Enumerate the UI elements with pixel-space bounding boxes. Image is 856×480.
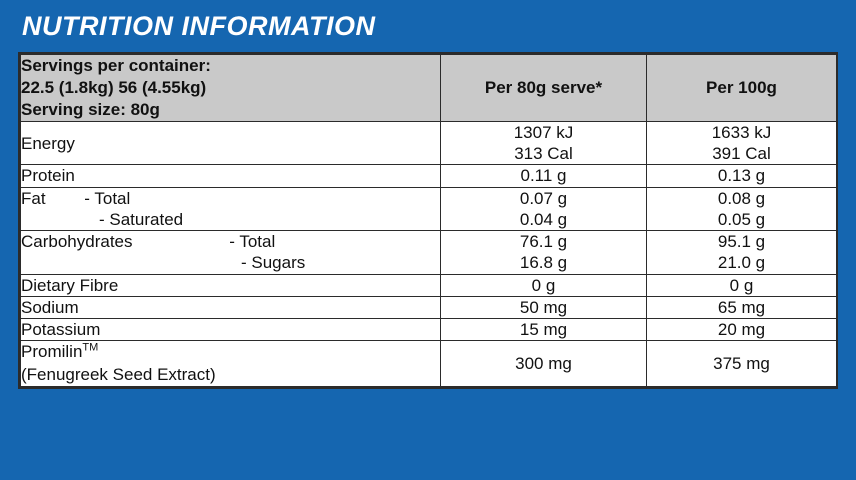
fat-total-serve: 0.07 g <box>519 188 568 208</box>
fat-total-100g: 0.08 g <box>717 188 766 208</box>
row-label-carbohydrates <box>21 231 441 275</box>
row-value-fat-per-serve <box>441 187 647 231</box>
row-value-protein-per-100g: 0.13 g <box>647 165 837 187</box>
energy-kj-serve: 1307 kJ <box>513 122 574 142</box>
carb-total-100g: 95.1 g <box>717 232 766 252</box>
row-value-sodium-per-100g: 65 mg <box>647 296 837 318</box>
energy-cal-100g: 391 Cal <box>712 144 771 164</box>
column-header-per-100g: Per 100g <box>647 54 837 121</box>
table-row <box>21 121 837 165</box>
carb-sugars-100g: 21.0 g <box>717 253 766 273</box>
table-row <box>21 187 837 231</box>
row-value-energy-per-100g <box>647 121 837 165</box>
table-row <box>21 165 837 187</box>
row-value-fat-per-100g <box>647 187 837 231</box>
fat-total-label: Fat - Total <box>21 188 131 208</box>
row-value-sodium-per-serve: 50 mg <box>441 296 647 318</box>
row-value-dietary-fibre-per-serve: 0 g <box>441 274 647 296</box>
carb-sugars-serve: 16.8 g <box>519 253 568 273</box>
table-row <box>21 341 837 386</box>
row-value-dietary-fibre-per-100g: 0 g <box>647 274 837 296</box>
row-label-fat <box>21 187 441 231</box>
row-label-energy: Energy <box>21 121 441 165</box>
row-label-dietary-fibre: Dietary Fibre <box>21 274 441 296</box>
table-row <box>21 319 837 341</box>
serving-size: Serving size: 80g <box>21 99 160 119</box>
carb-total-serve: 76.1 g <box>519 232 568 252</box>
fat-saturated-serve: 0.04 g <box>519 209 568 229</box>
fat-saturated-100g: 0.05 g <box>717 209 766 229</box>
servings-per-container: Servings per container: <box>21 55 211 75</box>
row-label-protein: Protein <box>21 165 441 187</box>
row-value-promilin-per-serve: 300 mg <box>441 341 647 386</box>
row-value-carbohydrates-per-100g <box>647 231 837 275</box>
nutrition-table-container <box>18 52 838 389</box>
row-value-potassium-per-serve: 15 mg <box>441 319 647 341</box>
row-value-protein-per-serve: 0.11 g <box>441 165 647 187</box>
row-label-sodium: Sodium <box>21 296 441 318</box>
servings-per-container-value: 22.5 (1.8kg) 56 (4.55kg) <box>21 77 207 97</box>
row-value-potassium-per-100g: 20 mg <box>647 319 837 341</box>
servings-info-cell <box>21 54 441 121</box>
carb-total-label: Carbohydrates - Total <box>21 232 276 252</box>
row-value-promilin-per-100g: 375 mg <box>647 341 837 386</box>
carb-sugars-label: - Sugars <box>241 253 306 273</box>
column-header-per-serve: Per 80g serve* <box>441 54 647 121</box>
row-label-potassium: Potassium <box>21 319 441 341</box>
promilin-name: Promilin <box>21 342 83 362</box>
table-header-row <box>21 54 837 121</box>
page-title: NUTRITION INFORMATION <box>22 11 376 41</box>
row-value-carbohydrates-per-serve <box>441 231 647 275</box>
row-label-promilin <box>21 341 441 386</box>
row-value-energy-per-serve <box>441 121 647 165</box>
trademark-mark: TM <box>82 341 99 354</box>
table-row <box>21 274 837 296</box>
energy-kj-100g: 1633 kJ <box>711 122 772 142</box>
nutrition-table <box>20 54 837 387</box>
promilin-name-line <box>21 341 440 363</box>
table-row <box>21 296 837 318</box>
energy-cal-serve: 313 Cal <box>514 144 573 164</box>
promilin-description: (Fenugreek Seed Extract) <box>21 364 216 384</box>
fat-saturated-label: - Saturated <box>99 209 184 229</box>
table-row <box>21 231 837 275</box>
